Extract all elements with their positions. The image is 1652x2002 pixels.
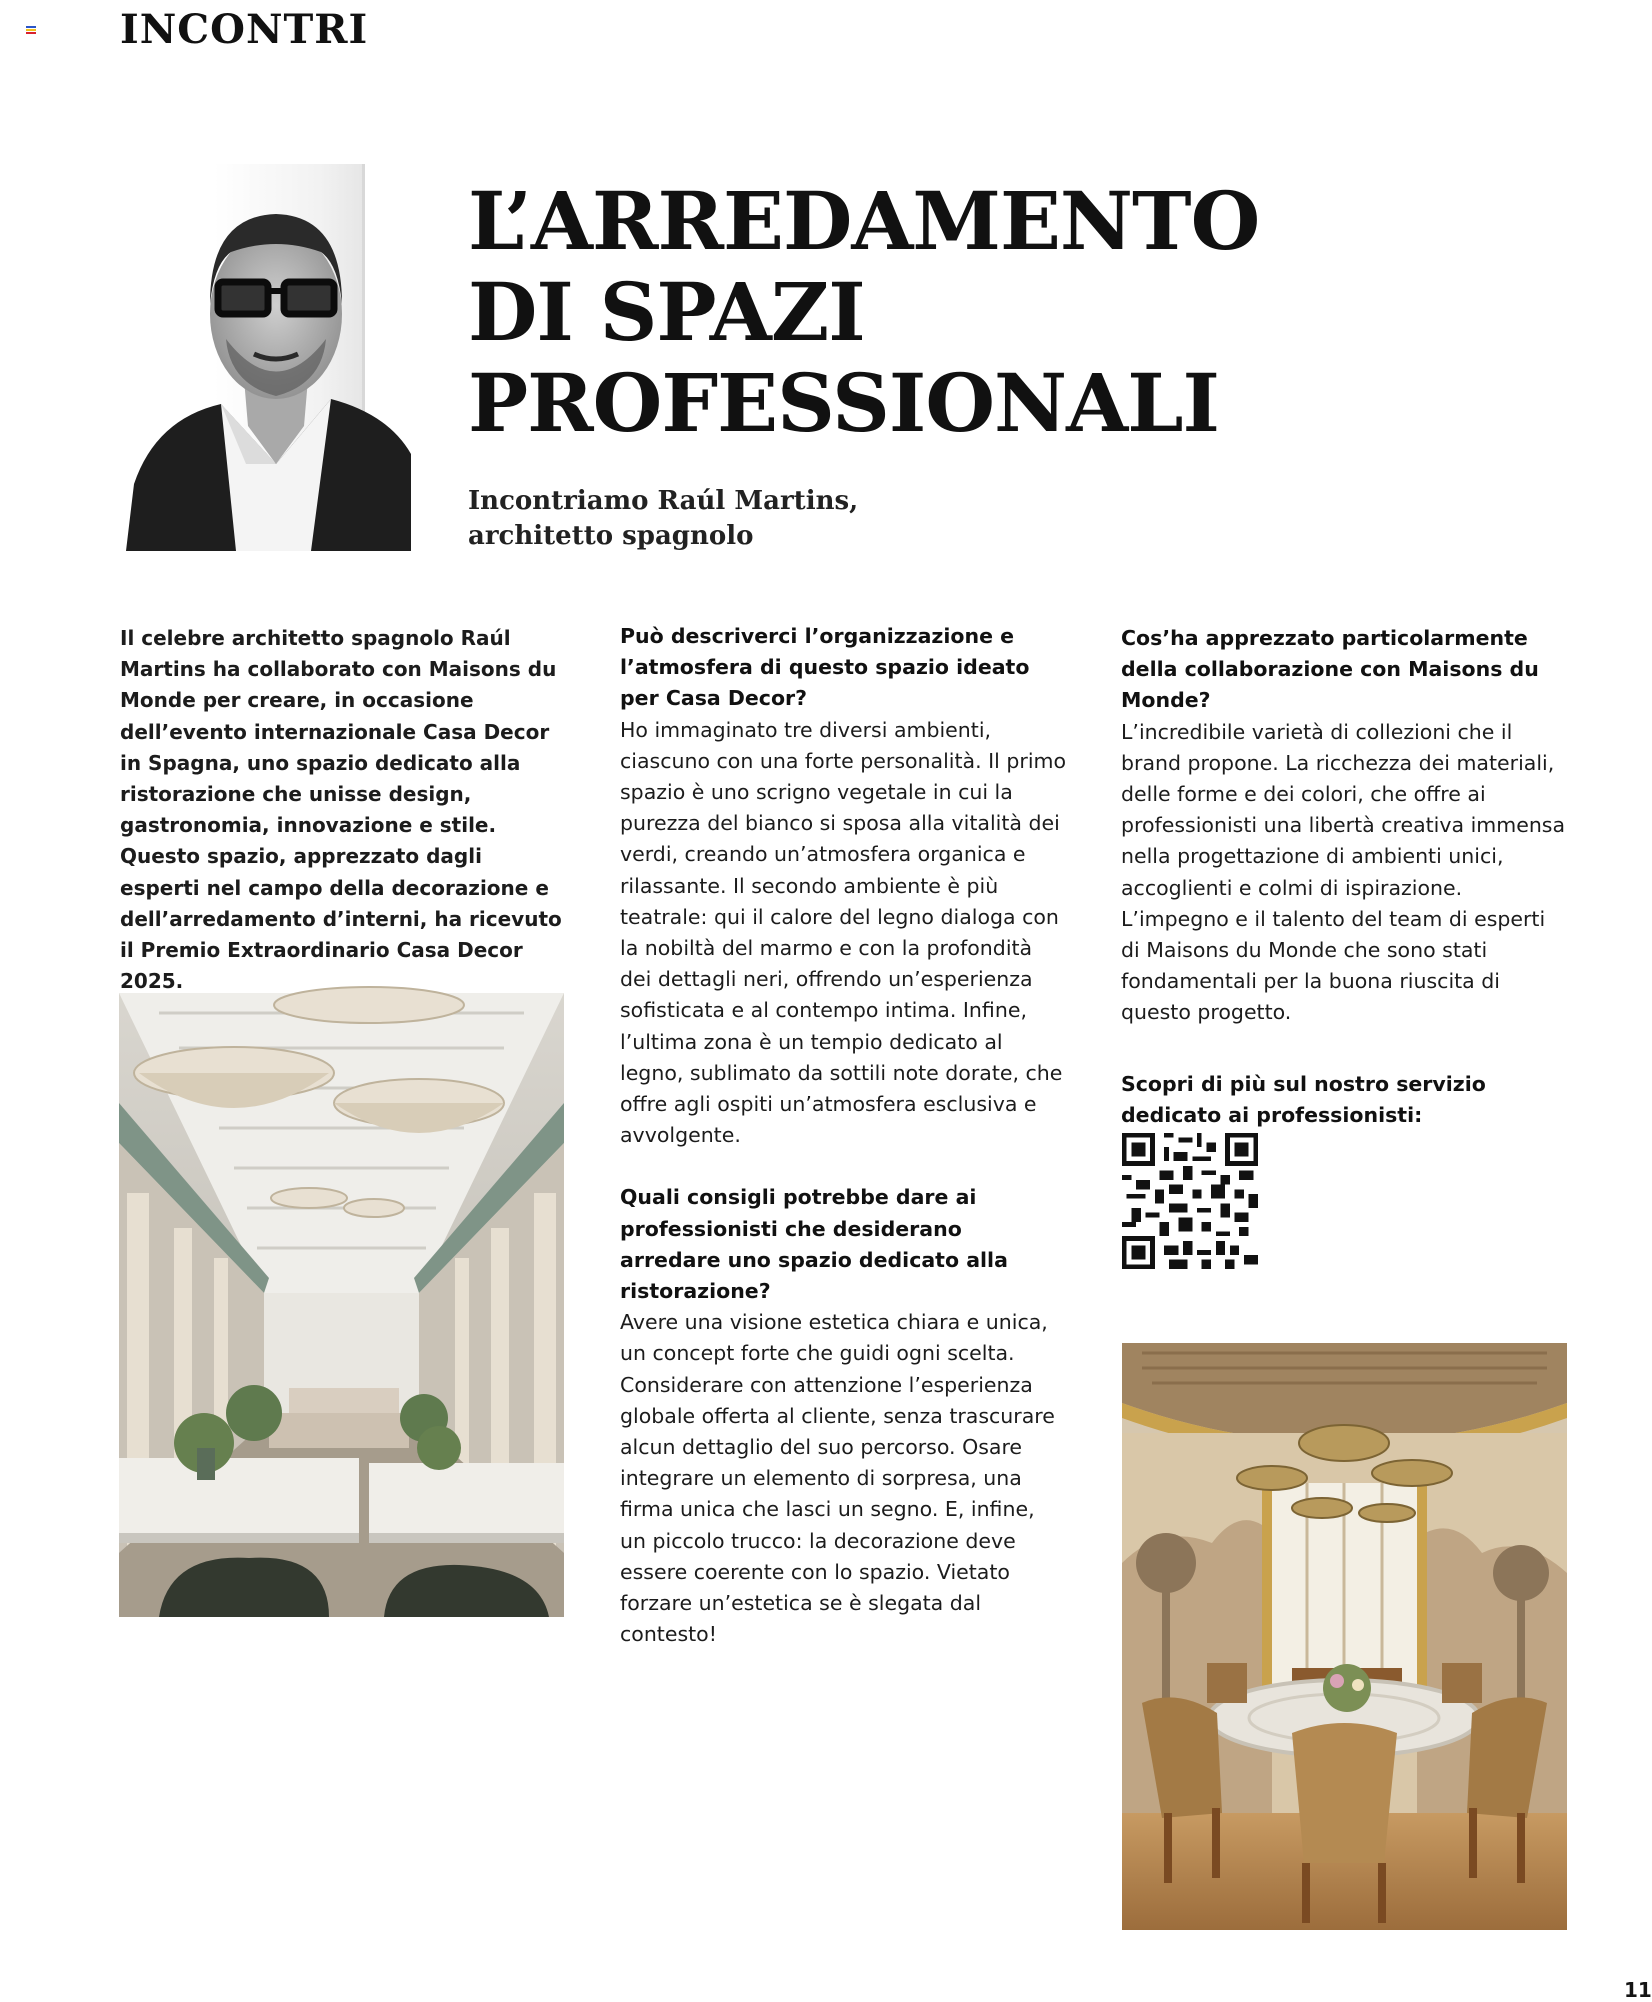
article-title [468, 174, 1260, 450]
dining-room-photo [1122, 1343, 1567, 1930]
question-3: Cos’ha apprezzato particolarmente della collaborazione con Maisons du Monde? [1121, 626, 1539, 713]
title-line-1: L’ARREDAMENTO [468, 174, 1260, 268]
brand-flag-icon [26, 26, 36, 36]
page-number: 11 [1624, 1978, 1652, 2002]
cta-text: Scopri di più sul nostro servizio dedicato ai professionisti: [1121, 1071, 1486, 1127]
answer-2: Avere una visione estetica chiara e unica, un concept forte che guidi ogni scelta. Considerare con attenzione l’esperienza globale offerta al cliente, senza trascurare alcun dettaglio del suo percorso. Osare integrare un elemento di sorpresa, una firma unica che lasci un segno. E, infine, un piccolo trucco: la decorazione deve essere coerente con lo spazio. Vietato forzare un’estetica se è slegata dal contesto! [620, 1310, 1055, 1647]
question-2: Quali consigli potrebbe dare ai professionisti che desiderano arredare uno spazio dedicato alla ristorazione? [620, 1185, 1008, 1304]
title-line-2: DI SPAZI [468, 265, 865, 359]
title-line-3: PROFESSIONALI [468, 356, 1219, 450]
subtitle-line-2: architetto spagnolo [468, 521, 754, 551]
qr-code[interactable] [1122, 1133, 1258, 1269]
answer-1: Ho immaginato tre diversi ambienti, ciascuno con una forte personalità. Il primo spazio è uno scrigno vegetale in cui la purezza del bianco si sposa alla vitalità dei verdi, creando un’atmosfera organica e rilassante. Il secondo ambiente è più teatrale: qui il calore del legno dialoga con la nobiltà del marmo e con la profondità dei dettagli neri, offrendo un’esperienza sofisticata e al contempo intima. Infine, l’ultima zona è un tempio dedicato al legno, sublimato da sottili note dorate, che offre agli ospiti un’atmosfera esclusiva e avvolgente. [620, 717, 1067, 1148]
question-1: Può descriverci l’organizzazione e l’atmosfera di questo spazio ideato per Casa Decor? [620, 624, 1030, 711]
architect-portrait [126, 164, 411, 551]
answer-3: L’incredibile varietà di collezioni che il brand propone. La ricchezza dei materiali, delle forme e dei colori, che offre ai professionisti una libertà creativa immensa nella progettazione di ambienti unici, accoglienti e colmi di ispirazione. L’impegno e il talento del team di esperti di Maisons du Monde che sono stati fondamentali per la buona riuscita di questo progetto. [1121, 719, 1566, 1025]
restaurant-interior-photo [119, 993, 564, 1617]
intro-paragraph: Il celebre architetto spagnolo Raúl Martins ha collaborato con Maisons du Monde per creare, in occasione dell’evento internazionale Casa Decor in Spagna, uno spazio dedicato alla ristorazione che unisse design, gastronomia, innovazione e stile. Questo spazio, apprezzato dagli esperti nel campo della decorazione e dell’arredamento d’interni, ha ricevuto il Premio Extraordinario Casa Decor 2025. [120, 626, 562, 994]
interview-column-2 [620, 621, 1067, 1651]
subtitle-line-1: Incontriamo Raúl Martins, [468, 486, 859, 516]
article-subtitle [468, 484, 858, 554]
interview-column-3 [1121, 623, 1569, 1131]
section-label: INCONTRI [120, 6, 369, 53]
